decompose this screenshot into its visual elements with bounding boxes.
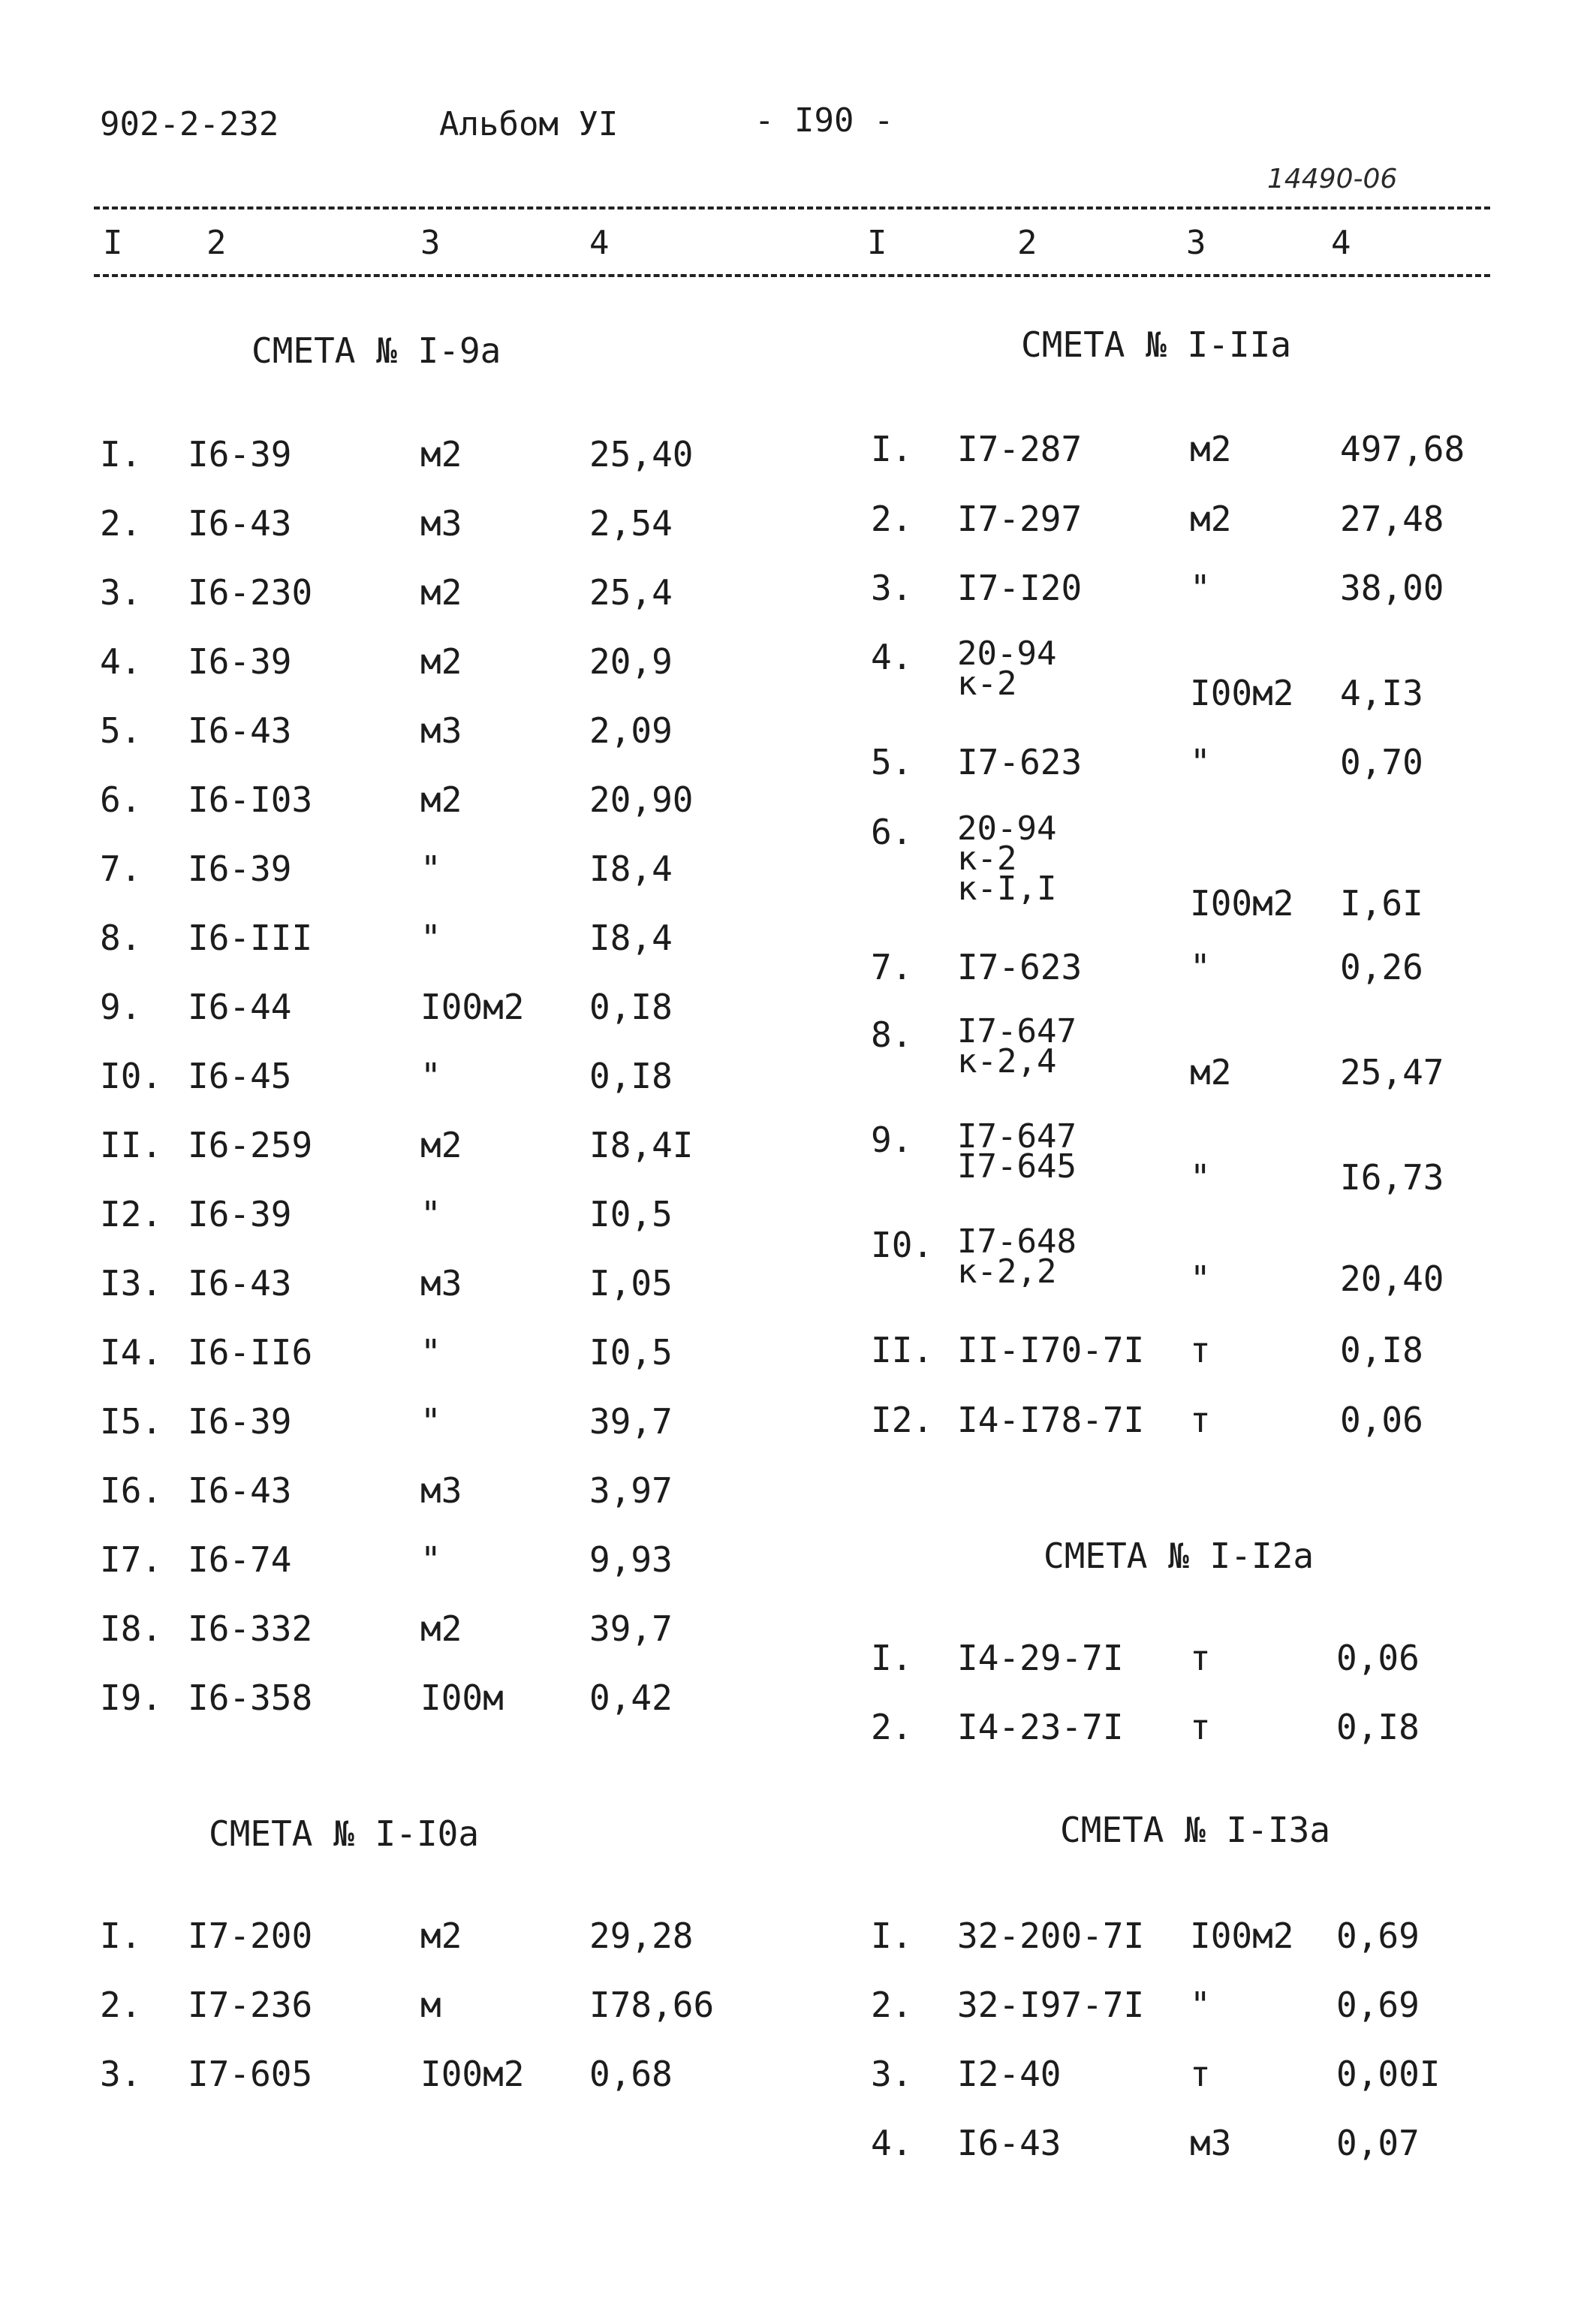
quantity: I8,4I: [589, 1125, 694, 1165]
rate-code-line: I7-647: [957, 1117, 1077, 1156]
quantity: 0,I8: [589, 987, 673, 1027]
rate-code: I7-200: [188, 1916, 313, 1956]
row-number: 2.: [871, 1707, 913, 1747]
rate-code: 32-I97-7I: [957, 1985, 1145, 2025]
row-number: II.: [100, 1125, 163, 1165]
rate-code-line: I7-647: [957, 1012, 1077, 1050]
section-title-smeta-1-12a: СМЕТА № I-I2а: [1043, 1536, 1314, 1576]
rate-code: I4-23-7I: [957, 1707, 1124, 1747]
unit: м2: [1190, 1052, 1232, 1093]
rate-code: I6-332: [188, 1608, 313, 1649]
row-number: 5.: [100, 710, 142, 751]
quantity: I0,5: [589, 1194, 673, 1234]
unit: I00м2: [1190, 673, 1294, 713]
row-number: 9.: [100, 987, 142, 1027]
unit: т: [1190, 1400, 1211, 1440]
row-number: 2.: [871, 1985, 913, 2025]
quantity: 2,09: [589, 710, 673, 751]
row-number: 5.: [871, 742, 913, 782]
unit: ": [1190, 742, 1211, 782]
row-number: I7.: [100, 1539, 163, 1580]
unit: ": [1190, 947, 1211, 987]
quantity: 2,54: [589, 503, 673, 544]
row-number: I3.: [100, 1263, 163, 1304]
rate-code: I6-43: [957, 2123, 1062, 2163]
col-header-right-4: 4: [1331, 224, 1351, 262]
unit: м3: [420, 710, 462, 751]
col-header-left-2: 2: [206, 224, 227, 262]
col-header-right-3: 3: [1186, 224, 1206, 262]
quantity: 20,9: [589, 641, 673, 682]
row-number: 3.: [871, 2054, 913, 2094]
unit: м2: [1190, 499, 1232, 539]
rate-code-line: I7-623: [957, 742, 1083, 782]
row-number: 3.: [100, 2054, 142, 2094]
section-title-smeta-1-13a: СМЕТА № I-I3а: [1060, 1810, 1331, 1850]
rate-code: I4-29-7I: [957, 1638, 1124, 1678]
rate-code: I6-III: [188, 918, 313, 958]
quantity: 0,69: [1336, 1985, 1420, 2025]
quantity: 39,7: [589, 1401, 673, 1442]
unit: т: [1190, 2054, 1211, 2094]
unit: м2: [420, 1608, 462, 1649]
rate-code-line: к-2,4: [957, 1042, 1057, 1081]
unit: ": [420, 1194, 441, 1234]
quantity: 0,06: [1340, 1400, 1423, 1440]
album-label: Альбом УI: [439, 105, 619, 143]
unit: ": [420, 918, 441, 958]
row-number: 6.: [100, 779, 142, 820]
row-number: 2.: [100, 503, 142, 544]
rate-code-line: I7-297: [957, 499, 1083, 539]
unit: ": [1190, 1985, 1211, 2025]
rate-code-line: I4-I78-7I: [957, 1400, 1145, 1440]
row-number: I5.: [100, 1401, 163, 1442]
quantity: 20,40: [1340, 1258, 1444, 1299]
bottom-dashed-rule: [94, 274, 1490, 277]
col-header-right-1: I: [867, 224, 887, 262]
rate-code-line: I7-648: [957, 1222, 1077, 1261]
quantity: I,05: [589, 1263, 673, 1304]
row-number: I8.: [100, 1608, 163, 1649]
quantity: I8,4: [589, 918, 673, 958]
rate-code-line: I7-623: [957, 947, 1083, 987]
rate-code: I6-44: [188, 987, 292, 1027]
row-number: 7.: [100, 849, 142, 889]
quantity: 25,47: [1340, 1052, 1444, 1093]
col-header-left-1: I: [103, 224, 123, 262]
unit: т: [1190, 1707, 1211, 1747]
row-number: I9.: [100, 1677, 163, 1718]
rate-code: I6-39: [188, 641, 292, 682]
quantity: 27,48: [1340, 499, 1444, 539]
quantity: I6,73: [1340, 1157, 1444, 1198]
unit: м2: [420, 434, 462, 475]
unit: м2: [1190, 429, 1232, 469]
col-header-right-2: 2: [1017, 224, 1037, 262]
section-title-smeta-1-9a: СМЕТА № I-9а: [251, 330, 501, 371]
row-number: I6.: [100, 1470, 163, 1511]
unit: ": [1190, 568, 1211, 608]
quantity: 20,90: [589, 779, 694, 820]
rate-code: I6-74: [188, 1539, 292, 1580]
section-title-smeta-1-11a: СМЕТА № I-IIа: [1021, 324, 1292, 365]
document-code: 902-2-232: [100, 105, 279, 143]
rate-code: I6-43: [188, 503, 292, 544]
rate-code-line: I7-287: [957, 429, 1083, 469]
row-number: I0.: [871, 1225, 934, 1265]
row-number: I0.: [100, 1056, 163, 1096]
rate-code: I6-39: [188, 434, 292, 475]
quantity: 0,70: [1340, 742, 1423, 782]
row-number: 3.: [100, 572, 142, 613]
top-dashed-rule: [94, 206, 1490, 209]
quantity: 0,68: [589, 2054, 673, 2094]
row-number: 2.: [871, 499, 913, 539]
unit: I00м2: [1190, 883, 1294, 924]
quantity: 3,97: [589, 1470, 673, 1511]
row-number: I.: [871, 1916, 913, 1956]
quantity: 0,07: [1336, 2123, 1420, 2163]
quantity: 4,I3: [1340, 673, 1423, 713]
rate-code: I6-39: [188, 849, 292, 889]
unit: ": [1190, 1157, 1211, 1198]
quantity: 497,68: [1340, 429, 1465, 469]
rate-code-line: к-I,I: [957, 870, 1057, 908]
row-number: II.: [871, 1330, 934, 1370]
rate-code-line: I7-I20: [957, 568, 1083, 608]
quantity: 25,40: [589, 434, 694, 475]
unit: I00м2: [420, 2054, 525, 2094]
row-number: 8.: [100, 918, 142, 958]
section-title-smeta-1-10a: СМЕТА № I-I0а: [209, 1813, 480, 1854]
unit: ": [420, 1056, 441, 1096]
quantity: 0,I8: [1340, 1330, 1423, 1370]
row-number: 4.: [871, 637, 913, 677]
unit: I00м2: [420, 987, 525, 1027]
row-number: I4.: [100, 1332, 163, 1373]
row-number: I.: [871, 429, 913, 469]
rate-code: I7-605: [188, 2054, 313, 2094]
rate-code: I6-39: [188, 1401, 292, 1442]
unit: м3: [420, 503, 462, 544]
rate-code: I6-39: [188, 1194, 292, 1234]
quantity: 29,28: [589, 1916, 694, 1956]
row-number: 7.: [871, 947, 913, 987]
rate-code-line: к-2,2: [957, 1252, 1057, 1291]
quantity: 9,93: [589, 1539, 673, 1580]
row-number: I2.: [100, 1194, 163, 1234]
unit: ": [420, 849, 441, 889]
rate-code: I6-259: [188, 1125, 313, 1165]
rate-code-line: к-2: [957, 839, 1017, 878]
unit: т: [1190, 1330, 1211, 1370]
handwritten-note: 14490-06: [1267, 164, 1398, 194]
quantity: I,6I: [1340, 883, 1423, 924]
quantity: 39,7: [589, 1608, 673, 1649]
rate-code-line: к-2: [957, 665, 1017, 703]
col-header-left-4: 4: [589, 224, 610, 262]
rate-code: I7-236: [188, 1985, 313, 2025]
quantity: 38,00: [1340, 568, 1444, 608]
rate-code: I6-45: [188, 1056, 292, 1096]
rate-code: I2-40: [957, 2054, 1062, 2094]
quantity: 0,I8: [589, 1056, 673, 1096]
rate-code-line: II-I70-7I: [957, 1330, 1145, 1370]
quantity: I78,66: [589, 1985, 715, 2025]
rate-code: 32-200-7I: [957, 1916, 1145, 1956]
quantity: 0,69: [1336, 1916, 1420, 1956]
row-number: 6.: [871, 812, 913, 852]
unit: I00м2: [1190, 1916, 1294, 1956]
quantity: 25,4: [589, 572, 673, 613]
unit: м2: [420, 1125, 462, 1165]
unit: ": [420, 1332, 441, 1373]
quantity: 0,26: [1340, 947, 1423, 987]
unit: I00м: [420, 1677, 504, 1718]
unit: т: [1190, 1638, 1211, 1678]
unit: м2: [420, 572, 462, 613]
rate-code-line: 20-94: [957, 809, 1057, 848]
row-number: I.: [871, 1638, 913, 1678]
unit: ": [420, 1401, 441, 1442]
unit: м2: [420, 779, 462, 820]
col-header-left-3: 3: [420, 224, 441, 262]
row-number: 9.: [871, 1120, 913, 1160]
rate-code: I6-43: [188, 1470, 292, 1511]
quantity: 0,I8: [1336, 1707, 1420, 1747]
row-number: I.: [100, 434, 142, 475]
row-number: 4.: [871, 2123, 913, 2163]
unit: м3: [420, 1470, 462, 1511]
rate-code: I6-43: [188, 710, 292, 751]
rate-code-line: 20-94: [957, 635, 1057, 673]
row-number: 3.: [871, 568, 913, 608]
row-number: 4.: [100, 641, 142, 682]
row-number: I2.: [871, 1400, 934, 1440]
rate-code-line: I7-645: [957, 1147, 1077, 1186]
unit: ": [420, 1539, 441, 1580]
quantity: I8,4: [589, 849, 673, 889]
rate-code: I6-I03: [188, 779, 313, 820]
page-number: - I90 -: [754, 101, 894, 140]
quantity: 0,42: [589, 1677, 673, 1718]
quantity: I0,5: [589, 1332, 673, 1373]
quantity: 0,06: [1336, 1638, 1420, 1678]
row-number: I.: [100, 1916, 142, 1956]
row-number: 2.: [100, 1985, 142, 2025]
unit: м2: [420, 1916, 462, 1956]
unit: ": [1190, 1258, 1211, 1299]
unit: м3: [420, 1263, 462, 1304]
row-number: 8.: [871, 1014, 913, 1055]
unit: м3: [1190, 2123, 1232, 2163]
quantity: 0,00I: [1336, 2054, 1441, 2094]
unit: м: [420, 1985, 441, 2025]
rate-code: I6-358: [188, 1677, 313, 1718]
rate-code: I6-II6: [188, 1332, 313, 1373]
rate-code: I6-230: [188, 572, 313, 613]
unit: м2: [420, 641, 462, 682]
rate-code: I6-43: [188, 1263, 292, 1304]
